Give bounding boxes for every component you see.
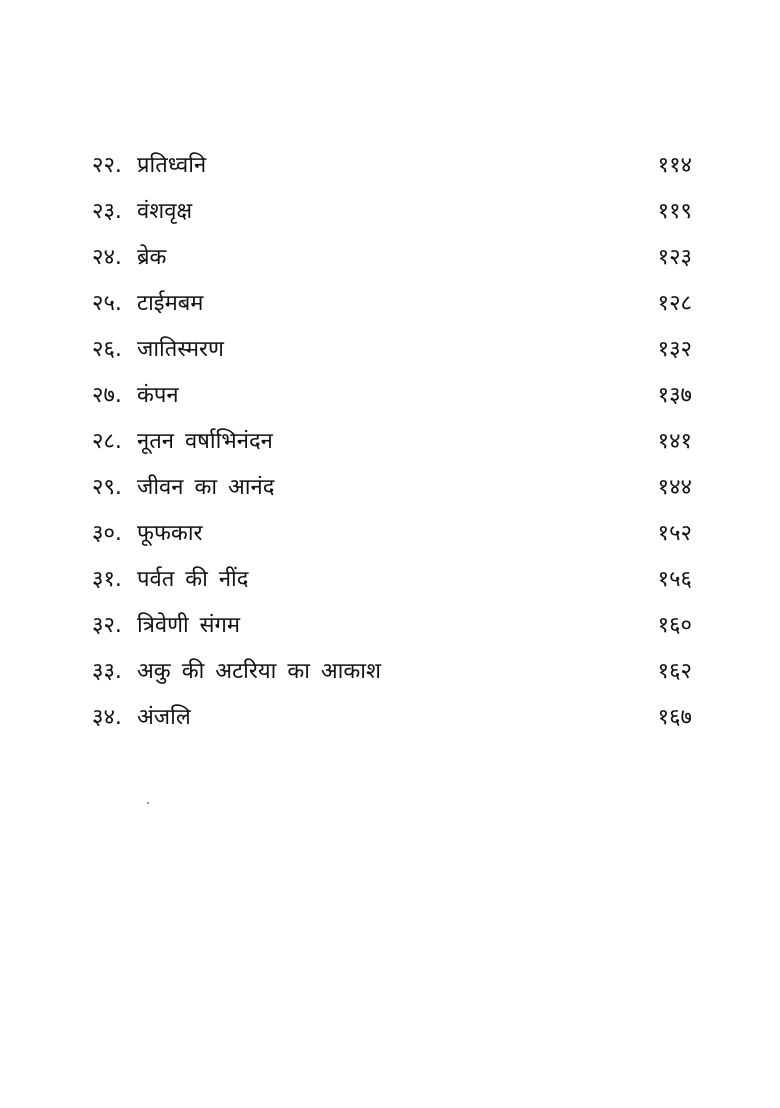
- entry-page: ११४: [657, 153, 692, 178]
- entry-title: नूतन वर्षाभिनंदन: [137, 429, 273, 454]
- entry-page: १३२: [657, 337, 692, 362]
- entry-number: २२.: [92, 153, 122, 178]
- entry-title: जातिस्मरण: [137, 337, 224, 362]
- entry-title: अकु की अटरिया का आकाश: [137, 659, 381, 684]
- entry-number: ३३.: [92, 659, 122, 684]
- entry-title: वंशवृक्ष: [137, 199, 193, 224]
- entry-title: कंपन: [137, 383, 179, 408]
- entry-number: २४.: [92, 245, 122, 270]
- toc-entry: [92, 649, 692, 695]
- entry-page: १३७: [657, 383, 692, 408]
- toc-entry: [92, 603, 692, 649]
- entry-page: १६०: [657, 613, 692, 638]
- entry-page: १२३: [657, 245, 692, 270]
- entry-number: २७.: [92, 383, 122, 408]
- entry-page: ११९: [657, 199, 692, 224]
- entry-number: ३०.: [92, 521, 122, 546]
- toc-entry: [92, 189, 692, 235]
- entry-page: १४४: [657, 475, 692, 500]
- entry-page: १५६: [657, 567, 692, 592]
- toc-entry: [92, 281, 692, 327]
- entry-page: १५२: [657, 521, 692, 546]
- entry-page: १६७: [657, 705, 692, 730]
- toc-entry: [92, 695, 692, 741]
- toc-entry: [92, 419, 692, 465]
- entry-number: २६.: [92, 337, 122, 362]
- entry-title: त्रिवेणी संगम: [137, 613, 241, 638]
- entry-number: २९.: [92, 475, 122, 500]
- entry-number: २८.: [92, 429, 122, 454]
- scan-speck: [147, 802, 149, 804]
- entry-number: २५.: [92, 291, 122, 316]
- entry-number: ३४.: [92, 705, 122, 730]
- entry-number: २३.: [92, 199, 122, 224]
- entry-title: पर्वत की नींद: [137, 567, 249, 592]
- toc-entry: [92, 327, 692, 373]
- entry-title: प्रतिध्वनि: [137, 153, 207, 178]
- entry-title: ब्रेक: [137, 245, 167, 270]
- entry-page: १६२: [657, 659, 692, 684]
- toc-entry: [92, 373, 692, 419]
- toc-entry: [92, 235, 692, 281]
- entry-number: ३१.: [92, 567, 122, 592]
- toc-entry: [92, 511, 692, 557]
- toc-entry: [92, 143, 692, 189]
- entry-title: अंजलि: [137, 705, 191, 730]
- entry-title: जीवन का आनंद: [137, 475, 275, 500]
- table-of-contents: [92, 143, 692, 741]
- toc-entry: [92, 557, 692, 603]
- entry-title: टाईमबम: [137, 291, 204, 316]
- toc-entry: [92, 465, 692, 511]
- entry-page: १२८: [657, 291, 692, 316]
- entry-title: फूफकार: [137, 521, 203, 546]
- entry-page: १४१: [657, 429, 692, 454]
- entry-number: ३२.: [92, 613, 122, 638]
